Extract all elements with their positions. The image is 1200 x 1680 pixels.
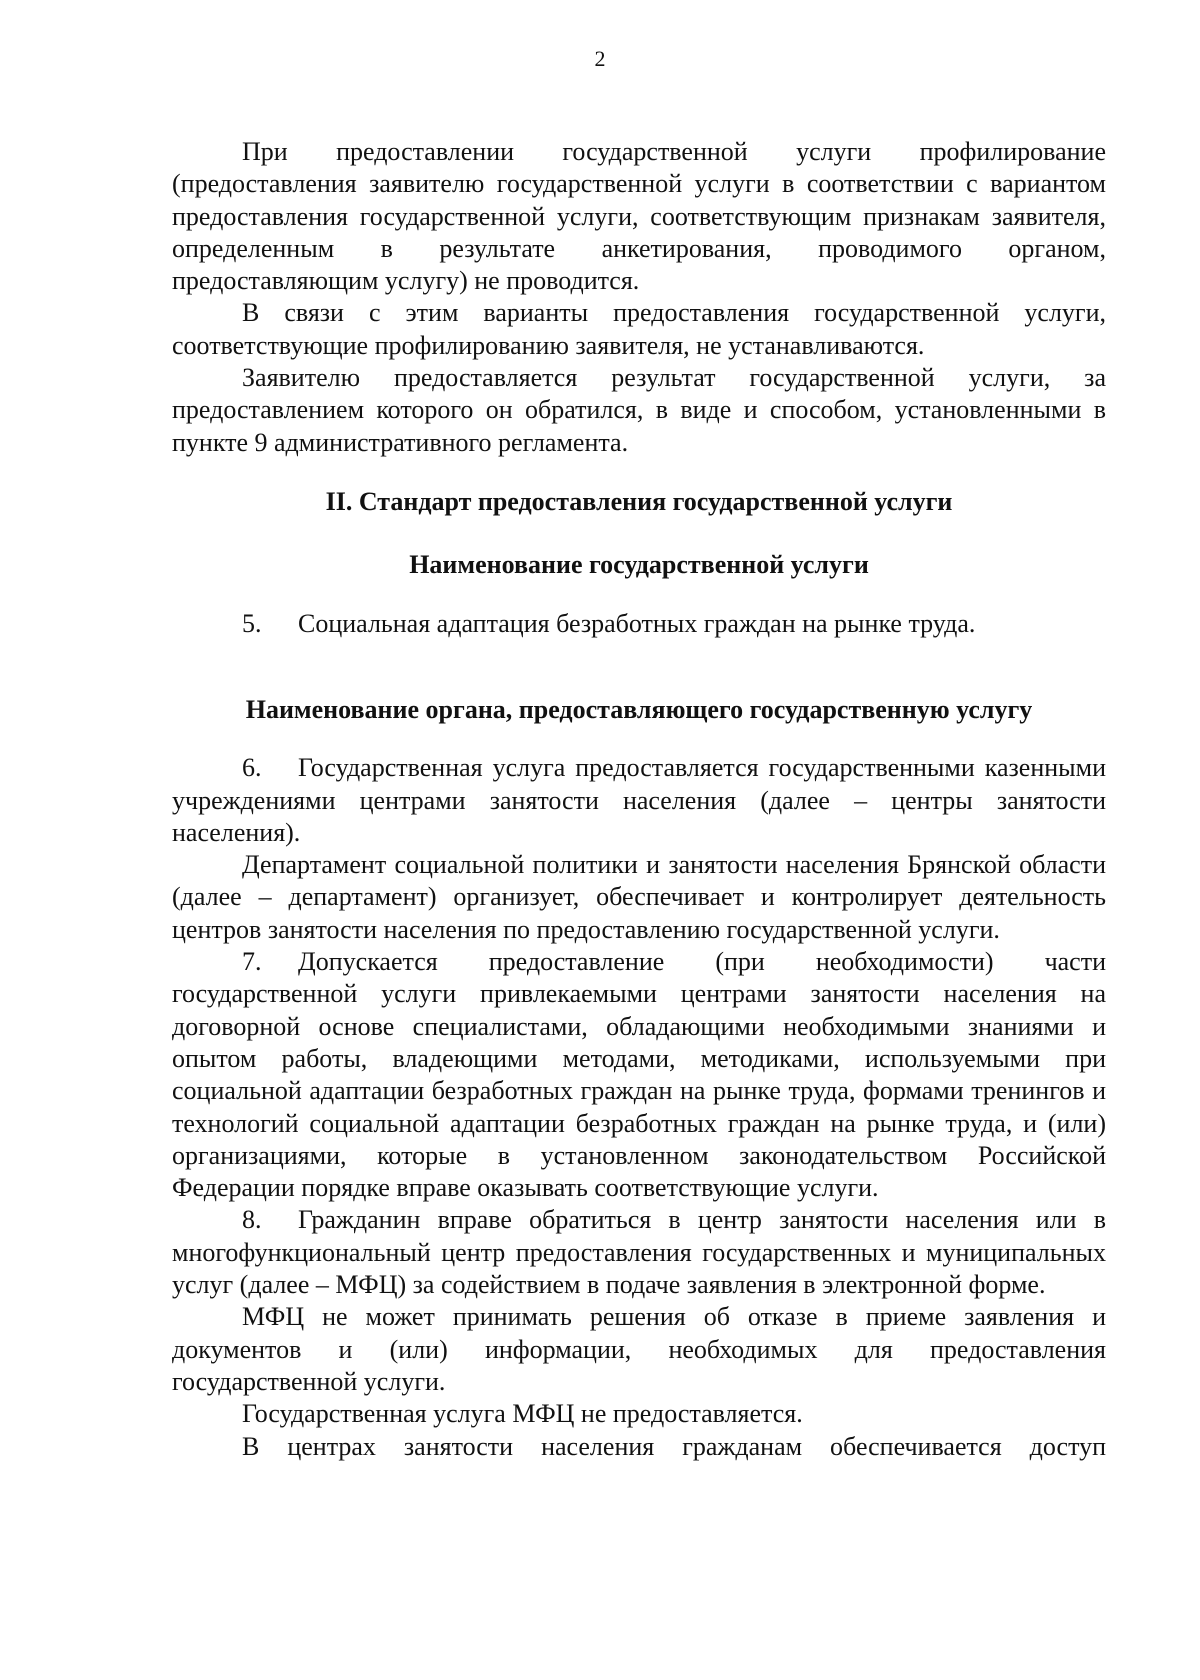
paragraph-department: Департамент социальной политики и занятости населения Брянской области (далее – департамент) организует, обеспечивает и контролирует деятельность центров занятости населения по предоставлению государственной услуги. (172, 850, 1106, 944)
item-7 (172, 946, 1106, 1204)
item-8-text: Гражданин вправе обратиться в центр занятости населения или в многофункциональный центр предоставления государственных и муниципальных услуг (далее – МФЦ) за содействием в подаче заявления в электронной форме. (172, 1205, 1106, 1300)
item-7-number: 7. (242, 947, 262, 977)
paragraph-access: В центрах занятости населения гражданам обеспечивается доступ (242, 1431, 1106, 1461)
section-heading: II. Стандарт предоставления государственной услуги (325, 486, 953, 516)
subheading-authority: Наименование органа, предоставляющего государственную услугу (245, 695, 1033, 725)
item-6-text: Государственная услуга предоставляется государственными казенными учреждениями центрами занятости населения (далее – центры занятости населения). (172, 753, 1106, 847)
paragraph-result: Заявителю предоставляется результат государственной услуги, за предоставлением которого он обратился, в виде и способом, установленными в пункте 9 административного регламента. (172, 363, 1106, 457)
paragraph-mfc-not-provided: Государственная услуга МФЦ не предоставляется. (242, 1399, 803, 1429)
item-5 (172, 608, 1106, 640)
item-5-number: 5. (242, 608, 262, 638)
item-7-text: Допускается предоставление (при необходимости) части государственной услуги привлекаемыми центрами занятости населения на договорной основе специалистами, обладающими необходимыми знаниями и опытом работы, владеющими методами, методиками, используемыми при социальной адаптации безработных граждан на рынке труда, формами тренингов и технологий социальной адаптации безработных граждан на рынке труда, и (или) организациями, которые в установленном законодательством Российской Федерации порядке вправе оказывать соответствующие услуги. (172, 947, 1106, 1203)
paragraph-mfc-refusal: МФЦ не может принимать решения об отказе в приеме заявления и документов и (или) информации, необходимых для предоставления государственной услуги. (172, 1302, 1106, 1396)
subheading-service-name: Наименование государственной услуги (409, 549, 869, 579)
item-6-number: 6. (242, 753, 262, 783)
document-body (172, 136, 1106, 1463)
item-5-text: Социальная адаптация безработных граждан на рынке труда. (298, 608, 976, 638)
paragraph-variants: В связи с этим варианты предоставления государственной услуги, соответствующие профилированию заявителя, не устанавливаются. (172, 298, 1106, 360)
paragraph-profiling: При предоставлении государственной услуги профилирование (предоставления заявителю государственной услуги в соответствии с вариантом предоставления государственной услуги, соответствующим признакам заявителя, определенным в результате анкетирования, проводимого органом, предоставляющим услугу) не проводится. (172, 137, 1106, 296)
item-8 (172, 1204, 1106, 1301)
item-8-number: 8. (242, 1205, 262, 1235)
item-6 (172, 752, 1106, 849)
page-number: 2 (594, 46, 606, 71)
